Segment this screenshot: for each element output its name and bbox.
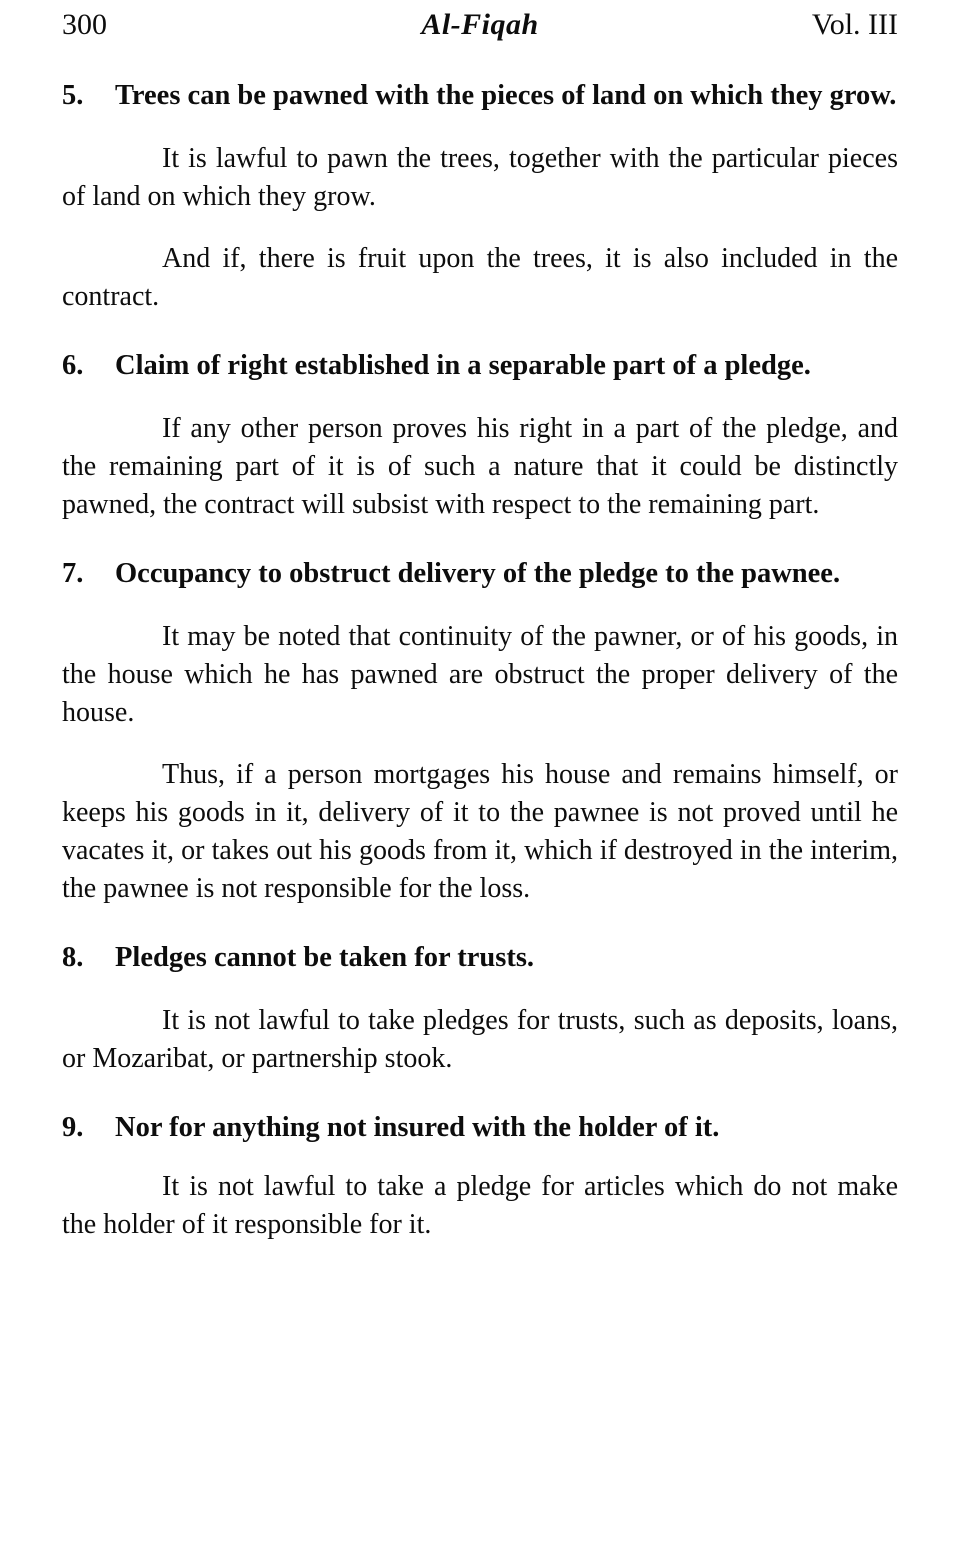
section-7: [62, 554, 898, 908]
section-number: 9.: [62, 1112, 84, 1143]
section-heading: [62, 938, 898, 978]
section-6: [62, 346, 898, 524]
page-header: [62, 8, 898, 42]
section-heading: [62, 554, 898, 594]
paragraph: If any other person proves his right in a part of the pledge, and the remaining part of it is of such a nature that it could be distinctly pawned, the contract will subsist with respect to the remaining part.: [62, 413, 898, 520]
section-number: 6.: [62, 350, 84, 381]
section-heading-text: Claim of right established in a separable part of a pledge.: [115, 350, 811, 381]
paragraph: And if, there is fruit upon the trees, it is also included in the contract.: [62, 243, 898, 312]
paragraph: It is not lawful to take pledges for trusts, such as deposits, loans, or Mozaribat, or partnership stook.: [62, 1005, 898, 1074]
paragraph: Thus, if a person mortgages his house and remains himself, or keeps his goods in it, delivery of it to the pawnee is not proved until he vacates it, or takes out his goods from it, which if destroyed in the interim, the pawnee is not responsible for the loss.: [62, 759, 898, 904]
section-heading-text: Pledges cannot be taken for trusts.: [115, 942, 535, 973]
section-8: [62, 938, 898, 1078]
section-heading: [62, 1108, 898, 1148]
section-number: 7.: [62, 558, 84, 589]
section-heading-text: Nor for anything not insured with the holder of it.: [115, 1112, 720, 1143]
page-number: 300: [62, 8, 107, 41]
section-5: [62, 76, 898, 316]
paragraph: It is lawful to pawn the trees, together with the particular pieces of land on which they grow.: [62, 143, 898, 212]
section-number: 5.: [62, 80, 84, 111]
volume-label: Vol. III: [811, 8, 898, 41]
section-heading: [62, 76, 898, 116]
book-title: Al-Fiqah: [421, 8, 539, 41]
section-heading-text: Trees can be pawned with the pieces of land on which they grow.: [115, 80, 897, 111]
section-9: [62, 1108, 898, 1244]
paragraph: It is not lawful to take a pledge for articles which do not make the holder of it responsible for it.: [62, 1171, 898, 1240]
section-number: 8.: [62, 942, 84, 973]
paragraph: It may be noted that continuity of the pawner, or of his goods, in the house which he has pawned are obstruct the proper delivery of the house.: [62, 621, 898, 728]
section-heading: [62, 346, 898, 386]
section-heading-text: Occupancy to obstruct delivery of the pledge to the pawnee.: [115, 558, 841, 589]
